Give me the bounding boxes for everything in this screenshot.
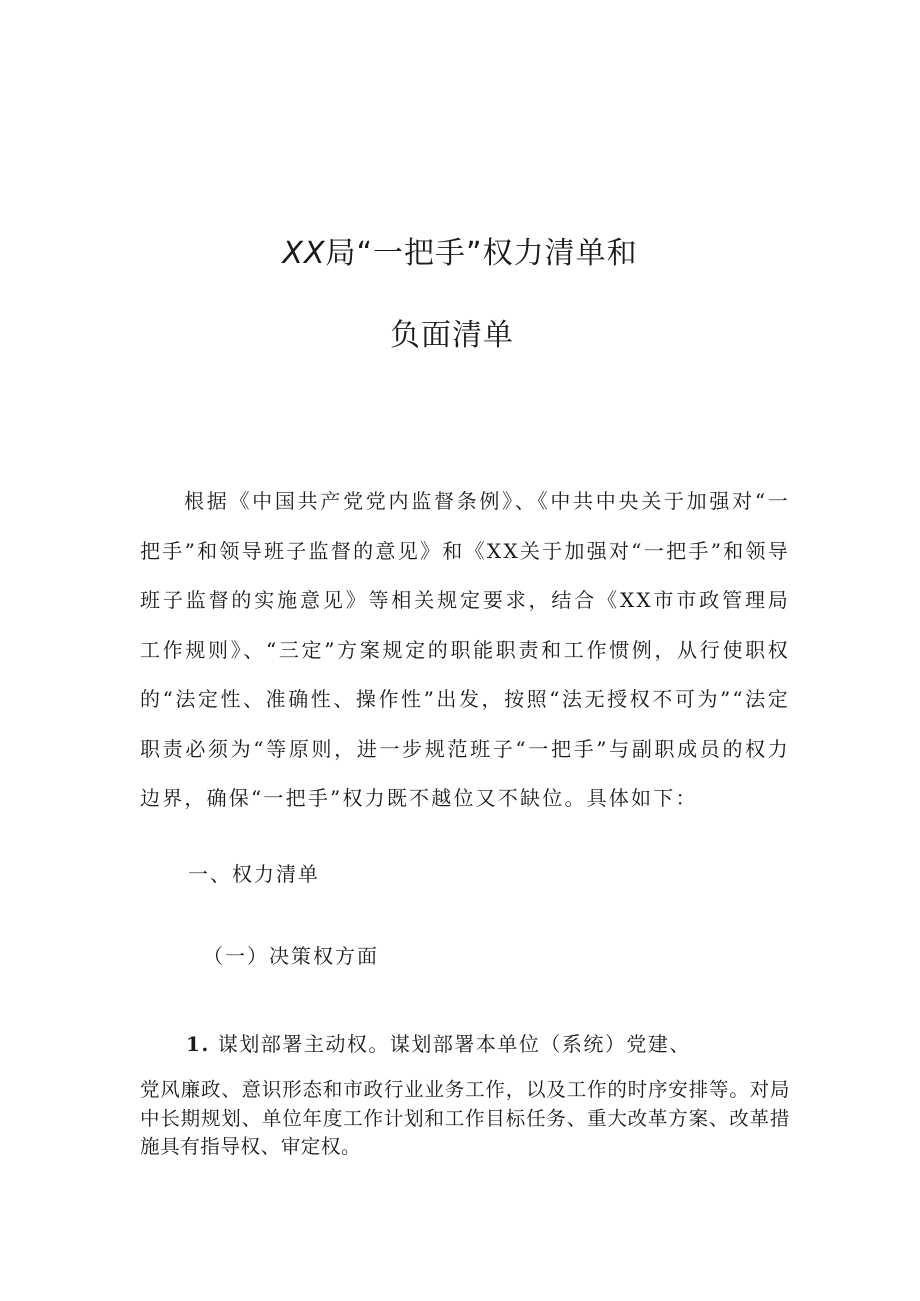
list-item-1-first-line [186,1028,691,1057]
title-xx-prefix: XX [282,236,326,271]
document-title-line-2: 负面清单 [390,318,514,353]
document-title-line-1 [0,228,920,272]
intro-paragraph: 根据《中国共产党党内监督条例》、《中共中央关于加强对“一把手”和领导班子监督的意见》和《XX关于加强对“一把手”和领导班子监督的实施意见》等相关规定要求，结合《XX市市政管理局工作规则》、“三定”方案规定的职能职责和工作惯例，从行使职权的“法定性、准确性、操作性”出发，按照“法无授权不可为”“法定职责必须为“等原则，进一步规范班子“一把手”与副职成员的权力边界，确保“一把手”权力既不越位又不缺位。具体如下： [140,489,790,810]
list-item-1-heading: 谋划部署主动权。谋划部署本单位（系统）党建、 [217,1032,691,1056]
list-item-1-number: 1. [186,1032,210,1056]
list-item-1-body: 党风廉政、意识形态和市政行业业务工作，以及工作的时序安排等。对局中长期规划、单位年度工作计划和工作目标任务、重大改革方案、改革措施具有指导权、审定权。 [140,1078,790,1158]
section-heading-power-list: 一、权力清单 [188,862,320,886]
subsection-heading-decision-power: （一）决策权方面 [203,944,379,968]
title-line-1-text: 局“一把手”权力清单和 [325,236,638,271]
